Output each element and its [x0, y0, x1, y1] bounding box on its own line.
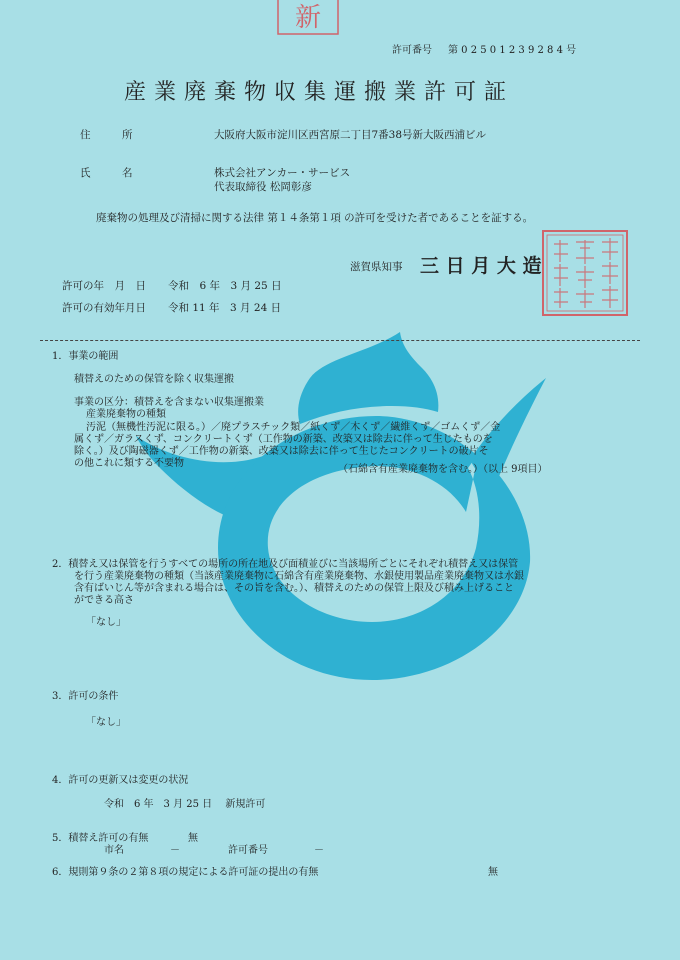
permit-date-value: 令和 6 年 3 月 25 日 [168, 280, 282, 292]
certification-text: 廃棄物の処理及び清掃に関する法律 第１４条第１項 の許可を受けた者であることを証する。 [96, 212, 534, 224]
section5-city-label: 市名 [104, 845, 124, 856]
section5-permit-label: 許可番号 [228, 845, 268, 856]
section2-line4: ができる高さ [74, 595, 134, 606]
waste-types-line2: 属くず／ガラスくず、コンクリートくず（工作物の新築、改築又は除去に伴って生じたものを [74, 434, 493, 445]
section-divider [40, 340, 640, 341]
emblem-top-bud [298, 332, 438, 424]
issuer-title: 滋賀県知事 [350, 261, 403, 273]
permit-date-label: 許可の年 月 日 [62, 280, 146, 292]
expiry-date-label: 許可の有効年月日 [62, 302, 146, 314]
issuer-name: 三 日 月 大 造 [420, 255, 542, 277]
official-seal [540, 228, 630, 318]
section2-value: 「なし」 [86, 617, 126, 628]
waste-types-line3: 除く。）及び陶磁器くず／工作物の新築、改築又は除去に伴って生じたコンクリートの破片そ [74, 446, 489, 457]
section4-heading: 4．許可の更新又は変更の状況 [52, 775, 189, 786]
section4-value: 令和 6 年 3 月 25 日 新規許可 [104, 799, 266, 810]
section2-heading: 2．積替え又は保管を行うすべての場所の所在地及び面積並びに当該場所ごとにそれぞれ積替え又は保管 [52, 559, 519, 570]
section6-text: 6．規則第９条の２第８項の規定による許可証の提出の有無 [52, 867, 319, 878]
permit-number-value: 第 0 2 5 0 1 2 3 9 2 8 4 号 [448, 45, 577, 56]
waste-types-note: （石綿含有産業廃棄物を含む。）（以上 9項目） [338, 464, 548, 475]
section3-value: 「なし」 [86, 717, 126, 728]
waste-types-label: 産業廃棄物の種類 [86, 409, 166, 420]
waste-types-line1: 汚泥（無機性汚泥に限る。）／廃プラスチック類／紙くず／木くず／繊維くず／ゴムくず／金 [86, 422, 501, 433]
section1-heading: 1．事業の範囲 [52, 351, 119, 362]
address-label: 住 所 [80, 129, 133, 141]
section5-heading: 5．積替え許可の有無 [52, 833, 149, 844]
representative-name: 代表取締役 松岡彰彦 [214, 181, 312, 193]
address-value: 大阪府大阪市淀川区西宮原二丁目7番38号新大阪西浦ビル [214, 129, 487, 141]
section2-line3: 含有ばいじん等が含まれる場合は、その旨を含む。）、積替えのための保管上限及び積み上げること [74, 583, 514, 594]
business-category: 事業の区分：積替えを含まない収集運搬業 [74, 397, 264, 408]
section6-value: 無 [488, 867, 498, 878]
waste-types-line4: の他これに類する不要物 [74, 458, 184, 469]
section2-line2: を行う産業廃棄物の種類（当該産業廃棄物に石綿含有産業廃棄物、水銀使用製品産業廃棄物又は水銀 [74, 571, 524, 582]
document-title: 産業廃棄物収集運搬業許可証 [124, 80, 515, 105]
section1-line: 積替えのための保管を除く収集運搬 [74, 374, 234, 385]
company-name: 株式会社アンカー・サービス [214, 167, 351, 179]
section5-permit-value: － [314, 845, 324, 856]
section3-heading: 3．許可の条件 [52, 691, 119, 702]
svg-text:新: 新 [294, 3, 322, 33]
section5-city-value: － [170, 845, 180, 856]
permit-number-label: 許可番号 [392, 45, 432, 56]
top-stamp [270, 0, 350, 36]
expiry-date-value: 令和 11 年 3 月 24 日 [168, 302, 282, 314]
section5-heading-value: 無 [188, 833, 198, 844]
name-label: 氏 名 [80, 167, 133, 179]
